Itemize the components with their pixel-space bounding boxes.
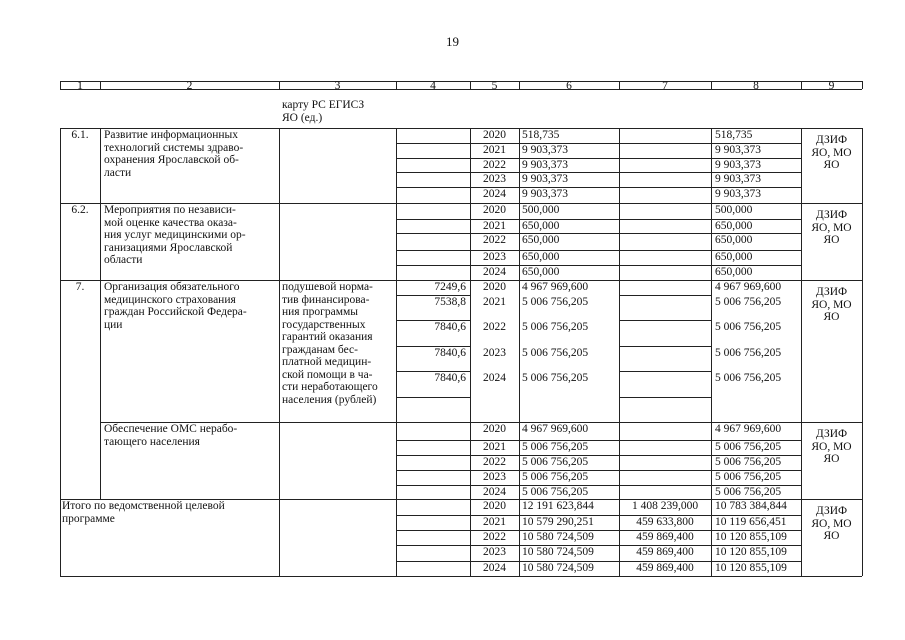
amount-total: 5 006 756,205: [522, 296, 589, 308]
row-title: Обеспечение ОМС нерабо-: [104, 423, 238, 435]
table-rule: [396, 250, 470, 251]
row-number: 6.1.: [71, 129, 89, 141]
table-rule: [711, 280, 712, 422]
table-rule: [396, 485, 470, 486]
indicator-text: гражданам бес-: [282, 343, 358, 356]
table-rule: [619, 440, 711, 441]
column-number: 8: [753, 80, 759, 92]
year-cell: 2022: [483, 234, 506, 246]
amount-regional: 10 783 384,844: [715, 500, 787, 512]
table-rule: [862, 280, 863, 422]
year-cell: 2020: [483, 281, 506, 293]
year-cell: 2022: [483, 159, 506, 171]
year-cell: 2021: [483, 296, 506, 308]
amount-regional: 5 006 756,205: [715, 471, 782, 483]
table-rule: [619, 295, 711, 296]
year-cell: 2023: [483, 546, 506, 558]
year-cell: 2021: [483, 144, 506, 156]
executor-text: ЯО, МО: [811, 146, 852, 159]
table-rule: [60, 422, 61, 499]
amount-total: 12 191 623,844: [522, 500, 594, 512]
year-cell: 2020: [483, 129, 506, 141]
indicator-value: 7249,6: [434, 281, 466, 293]
amount-total: 10 580 724,509: [522, 546, 594, 558]
year-cell: 2022: [483, 321, 506, 333]
row-title: граждан Российской Федера-: [104, 306, 247, 318]
amount-regional: 650,000: [715, 234, 753, 246]
row-title: программе: [62, 512, 115, 525]
column-number: 6: [566, 80, 572, 92]
executor-text: ДЗИФ: [815, 428, 848, 440]
table-rule: [619, 485, 711, 486]
table-rule: [396, 440, 470, 441]
table-rule: [279, 422, 280, 499]
year-cell: 2023: [483, 251, 506, 263]
table-rule: [396, 515, 470, 516]
amount-total: 4 967 969,600: [522, 281, 589, 293]
table-rule: [396, 128, 397, 203]
table-rule: [396, 143, 470, 144]
amount-total: 650,000: [522, 220, 560, 232]
indicator-text: тив финансирова-: [282, 293, 370, 306]
table-rule: [100, 422, 101, 499]
table-rule: [619, 219, 711, 220]
year-cell: 2023: [483, 471, 506, 483]
amount-regional: 5 006 756,205: [715, 456, 782, 468]
executor-text: ЯО: [823, 159, 840, 171]
year-cell: 2020: [483, 423, 506, 435]
table-rule: [100, 128, 101, 203]
table-rule: [619, 172, 711, 173]
row-title: технологий системы здраво-: [104, 141, 244, 154]
table-rule: [519, 203, 520, 280]
amount-federal: 459 869,400: [636, 546, 694, 558]
executor-text: ДЗИФ: [815, 505, 848, 517]
row-number: 7.: [75, 281, 85, 293]
table-rule: [619, 499, 620, 576]
table-rule: [862, 81, 863, 89]
amount-total: 500,000: [522, 204, 560, 216]
executor-text: ДЗИФ: [815, 286, 848, 298]
table-rule: [396, 233, 470, 234]
table-rule: [60, 576, 862, 577]
unit-text: ЯО (ед.): [282, 111, 323, 124]
table-rule: [396, 545, 470, 546]
indicator-text: государственных: [282, 318, 366, 331]
table-rule: [619, 422, 620, 499]
year-cell: 2020: [483, 500, 506, 512]
amount-federal: 459 869,400: [636, 562, 694, 574]
row-title: Организация обязательного: [104, 281, 240, 293]
year-cell: 2023: [483, 173, 506, 185]
indicator-text: населения (рублей): [282, 393, 377, 406]
table-rule: [60, 499, 61, 576]
row-title: мой оценке качества оказа-: [104, 216, 237, 229]
table-rule: [396, 422, 397, 499]
amount-total: 10 580 724,509: [522, 531, 594, 543]
row-title: охранения Ярославской об-: [104, 154, 239, 166]
amount-regional: 5 006 756,205: [715, 321, 782, 333]
amount-regional: 10 119 656,451: [715, 516, 787, 528]
table-rule: [619, 203, 620, 280]
amount-total: 5 006 756,205: [522, 347, 589, 359]
row-title: Мероприятия по независи-: [104, 204, 236, 216]
indicator-text: подушевой норма-: [282, 281, 373, 293]
amount-total: 5 006 756,205: [522, 321, 589, 333]
table-rule: [619, 233, 711, 234]
year-cell: 2024: [483, 562, 506, 574]
table-rule: [396, 187, 470, 188]
amount-total: 5 006 756,205: [522, 456, 589, 468]
table-rule: [60, 280, 61, 422]
executor-text: ЯО: [823, 530, 840, 542]
table-rule: [396, 397, 470, 398]
amount-total: 9 903,373: [522, 188, 568, 200]
table-rule: [396, 530, 470, 531]
table-rule: [619, 158, 711, 159]
amount-regional: 650,000: [715, 251, 753, 263]
amount-total: 5 006 756,205: [522, 441, 589, 453]
column-number: 5: [491, 80, 498, 92]
row-title: тающего населения: [104, 435, 200, 448]
indicator-value: 7840,6: [434, 347, 466, 359]
amount-regional: 10 120 855,109: [715, 546, 787, 558]
amount-total: 10 579 290,251: [522, 516, 594, 528]
executor-text: ЯО, МО: [811, 440, 852, 453]
amount-regional: 9 903,373: [715, 144, 761, 156]
amount-regional: 650,000: [715, 266, 753, 278]
table-rule: [862, 128, 863, 203]
executor-text: ДЗИФ: [815, 134, 848, 146]
row-title: Развитие информационных: [104, 129, 239, 141]
year-cell: 2021: [483, 441, 506, 453]
amount-regional: 500,000: [715, 204, 753, 216]
year-cell: 2022: [483, 456, 506, 468]
year-cell: 2022: [483, 531, 506, 543]
year-cell: 2024: [483, 266, 506, 278]
indicator-text: ской помощи в ча-: [282, 368, 373, 381]
table-rule: [711, 128, 712, 203]
table-rule: [396, 158, 470, 159]
amount-federal: 1 408 239,000: [631, 500, 699, 512]
row-number: 6.2.: [71, 204, 89, 216]
amount-regional: 10 120 855,109: [715, 531, 787, 543]
table-rule: [396, 561, 470, 562]
year-cell: 2023: [483, 347, 506, 359]
table-rule: [279, 128, 280, 203]
table-rule: [862, 422, 863, 499]
table-rule: [619, 346, 711, 347]
table-rule: [519, 499, 520, 576]
amount-regional: 5 006 756,205: [715, 441, 782, 453]
table-rule: [619, 280, 620, 422]
table-rule: [519, 422, 520, 499]
table-rule: [396, 172, 470, 173]
amount-regional: 4 967 969,600: [715, 281, 782, 293]
amount-total: 10 580 724,509: [522, 562, 594, 574]
column-number: 4: [430, 80, 436, 92]
column-number: 9: [828, 80, 835, 92]
amount-regional: 518,735: [715, 129, 753, 141]
executor-text: ЯО, МО: [811, 517, 852, 530]
year-cell: 2024: [483, 372, 506, 384]
executor-text: ЯО: [823, 311, 840, 323]
amount-total: 650,000: [522, 266, 560, 278]
table-rule: [619, 265, 711, 266]
row-title: области: [104, 254, 143, 266]
table-rule: [396, 265, 470, 266]
indicator-value: 7538,8: [434, 296, 466, 308]
table-rule: [100, 203, 101, 280]
indicator-value: 7840,6: [434, 372, 466, 384]
table-rule: [619, 397, 711, 398]
indicator-text: сти неработающего: [282, 381, 378, 393]
amount-total: 5 006 756,205: [522, 471, 589, 483]
amount-federal: 459 869,400: [636, 531, 694, 543]
amount-regional: 5 006 756,205: [715, 372, 782, 384]
year-cell: 2021: [483, 220, 506, 232]
year-cell: 2020: [483, 204, 506, 216]
table-rule: [619, 371, 711, 372]
executor-text: ЯО: [823, 234, 840, 246]
indicator-text: гарантий оказания: [282, 331, 373, 343]
row-title: ции: [104, 318, 123, 331]
amount-regional: 650,000: [715, 220, 753, 232]
table-rule: [100, 280, 101, 422]
executor-text: ЯО, МО: [811, 221, 852, 234]
table-rule: [619, 128, 620, 203]
table-rule: [711, 422, 712, 499]
amount-total: 650,000: [522, 234, 560, 246]
executor-text: ЯО, МО: [811, 298, 852, 311]
table-rule: [279, 499, 280, 576]
column-number: 2: [186, 80, 193, 92]
amount-total: 4 967 969,600: [522, 423, 589, 435]
table-rule: [619, 455, 711, 456]
amount-total: 5 006 756,205: [522, 486, 589, 498]
table-rule: [862, 203, 863, 280]
amount-regional: 10 120 855,109: [715, 562, 787, 574]
table-rule: [711, 499, 712, 576]
table-rule: [862, 499, 863, 576]
year-cell: 2024: [483, 188, 506, 200]
table-rule: [279, 203, 280, 280]
executor-text: ДЗИФ: [815, 209, 848, 221]
table-rule: [619, 250, 711, 251]
column-number: 3: [334, 80, 341, 92]
amount-regional: 4 967 969,600: [715, 423, 782, 435]
column-number: 1: [77, 80, 83, 92]
unit-text: карту РС ЕГИСЗ: [282, 99, 365, 111]
amount-total: 518,735: [522, 129, 560, 141]
row-title: Итого по ведомственной целевой: [62, 500, 225, 512]
row-title: ния услуг медицинскими ор-: [104, 229, 246, 241]
indicator-text: платной медицин-: [282, 356, 372, 368]
executor-text: ЯО: [823, 453, 840, 465]
table-rule: [396, 470, 470, 471]
table-rule: [619, 470, 711, 471]
table-rule: [279, 280, 280, 422]
row-title: ласти: [104, 166, 132, 179]
table-rule: [396, 203, 397, 280]
column-number: 7: [662, 80, 668, 92]
amount-regional: 9 903,373: [715, 173, 761, 185]
amount-total: 5 006 756,205: [522, 372, 589, 384]
table-rule: [396, 455, 470, 456]
table-rule: [619, 187, 711, 188]
amount-federal: 459 633,800: [636, 516, 694, 528]
table-rule: [619, 143, 711, 144]
amount-regional: 5 006 756,205: [715, 347, 782, 359]
page-number: 19: [446, 34, 459, 49]
amount-total: 9 903,373: [522, 159, 568, 171]
amount-regional: 5 006 756,205: [715, 486, 782, 498]
amount-total: 650,000: [522, 251, 560, 263]
table-rule: [619, 320, 711, 321]
row-title: ганизациями Ярославской: [104, 241, 233, 254]
indicator-value: 7840,6: [434, 321, 466, 333]
table-rule: [396, 499, 397, 576]
table-rule: [711, 203, 712, 280]
amount-total: 9 903,373: [522, 144, 568, 156]
table-rule: [396, 219, 470, 220]
indicator-text: ния программы: [282, 306, 358, 318]
year-cell: 2024: [483, 486, 506, 498]
row-title: медицинского страхования: [104, 293, 236, 306]
amount-regional: 9 903,373: [715, 159, 761, 171]
table-rule: [519, 128, 520, 203]
amount-regional: 9 903,373: [715, 188, 761, 200]
amount-regional: 5 006 756,205: [715, 296, 782, 308]
year-cell: 2021: [483, 516, 506, 528]
amount-total: 9 903,373: [522, 173, 568, 185]
table-rule: [519, 280, 520, 422]
